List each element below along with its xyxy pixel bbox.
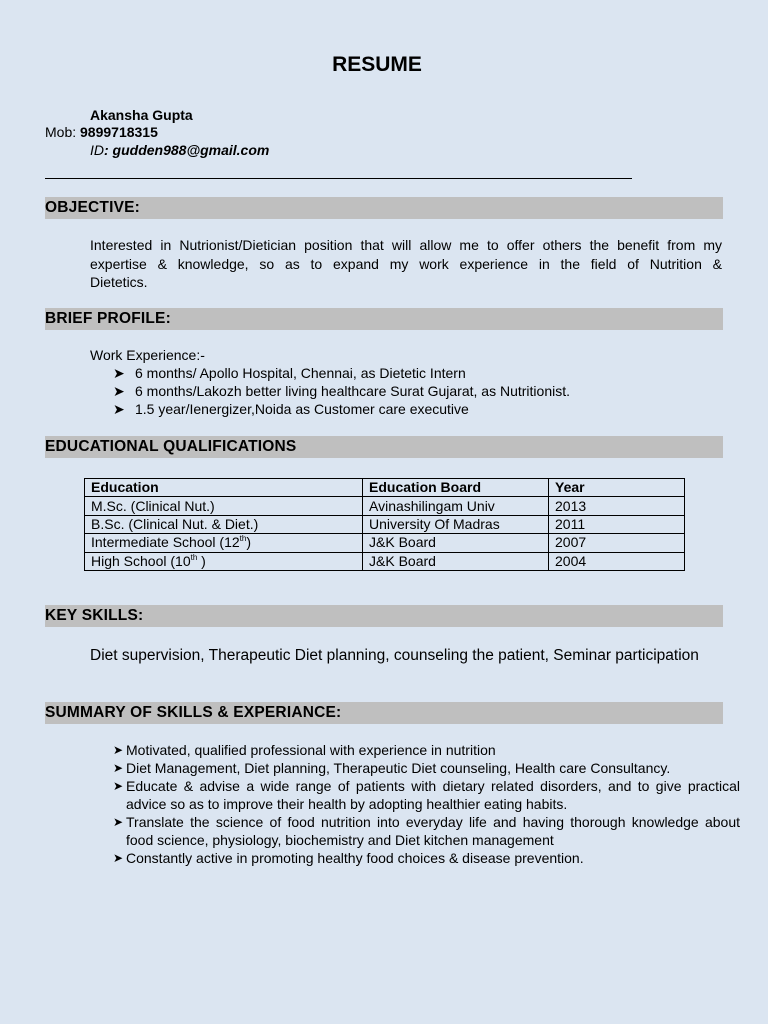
cell-education: B.Sc. (Clinical Nut. & Diet.) [85, 515, 363, 533]
objective-line-2: expertise & knowledge, so as to expand my work experience in the field of Nutrition & [90, 255, 722, 272]
mobile-line [45, 124, 158, 140]
email-label: ID [90, 142, 104, 158]
cell-board: J&K Board [363, 534, 549, 552]
cell-education [85, 552, 363, 570]
cell-education-tail: ) [246, 534, 251, 551]
list-item [113, 813, 740, 849]
list-item [113, 777, 740, 813]
work-experience-list [113, 364, 570, 418]
ordinal-suffix: th [190, 552, 198, 562]
table-row [85, 552, 685, 570]
list-item [113, 400, 570, 418]
page-title: RESUME [332, 53, 422, 76]
header-divider [45, 178, 632, 179]
arrow-bullet-icon: ➤ [113, 815, 124, 829]
key-skills-heading: KEY SKILLS: [45, 605, 723, 627]
table-header-row [85, 479, 685, 497]
list-item-text: Educate & advise a wide range of patients with dietary related disorders, and to give practical advice so as to improve their health by adopting healthier eating habits. [126, 778, 740, 812]
list-item [113, 741, 740, 759]
mobile-number: 9899718315 [80, 124, 158, 140]
list-item [113, 849, 740, 867]
list-item-text: Translate the science of food nutrition into everyday life and having thorough knowledge about food science, physiology, biochemistry and Diet kitchen management [126, 814, 740, 848]
table-row [85, 534, 685, 552]
table-row [85, 515, 685, 533]
work-experience-label: Work Experience:- [90, 347, 205, 363]
arrow-bullet-icon: ➤ [113, 779, 124, 793]
education-table [84, 478, 685, 571]
list-item-text: 6 months/ Apollo Hospital, Chennai, as Dietetic Intern [135, 365, 466, 381]
cell-year: 2004 [549, 552, 685, 570]
email-line [90, 142, 269, 158]
cell-year: 2013 [549, 497, 685, 515]
arrow-bullet-icon: ➤ [113, 761, 124, 775]
arrow-bullet-icon: ➤ [113, 365, 125, 381]
arrow-bullet-icon: ➤ [113, 401, 125, 417]
objective-heading: OBJECTIVE: [45, 197, 723, 219]
cell-board: J&K Board [363, 552, 549, 570]
cell-education-text: High School (10 [91, 552, 191, 569]
education-heading: EDUCATIONAL QUALIFICATIONS [45, 436, 723, 458]
cell-education: M.Sc. (Clinical Nut.) [85, 497, 363, 515]
table-row [85, 497, 685, 515]
cell-board: Avinashilingam Univ [363, 497, 549, 515]
objective-text [90, 236, 722, 292]
arrow-bullet-icon: ➤ [113, 383, 125, 399]
objective-line-3: Dietetics. [90, 274, 148, 290]
ordinal-suffix: th [239, 534, 247, 544]
summary-heading: SUMMARY OF SKILLS & EXPERIANCE: [45, 702, 723, 724]
key-skills-text: Diet supervision, Therapeutic Diet planning, counseling the patient, Seminar participation [90, 647, 699, 664]
column-header-education: Education [85, 479, 363, 497]
list-item [113, 382, 570, 400]
arrow-bullet-icon: ➤ [113, 851, 124, 865]
arrow-bullet-icon: ➤ [113, 743, 124, 757]
list-item-text: Motivated, qualified professional with experience in nutrition [126, 742, 496, 758]
list-item-text: 6 months/Lakozh better living healthcare Surat Gujarat, as Nutritionist. [135, 383, 570, 399]
mobile-label: Mob: [45, 124, 81, 140]
column-header-year: Year [549, 479, 685, 497]
cell-education-text: Intermediate School (12 [91, 534, 240, 551]
candidate-name: Akansha Gupta [90, 107, 193, 123]
cell-year: 2007 [549, 534, 685, 552]
column-header-board: Education Board [363, 479, 549, 497]
summary-list [113, 741, 740, 867]
objective-line-1: Interested in Nutrionist/Dietician position that will allow me to offer others the benefit from my [90, 237, 722, 253]
cell-year: 2011 [549, 515, 685, 533]
list-item-text: Diet Management, Diet planning, Therapeutic Diet counseling, Health care Consultancy. [126, 760, 671, 776]
list-item-text: 1.5 year/Ienergizer,Noida as Customer care executive [135, 401, 469, 417]
email-address: : gudden988@gmail.com [104, 142, 270, 158]
cell-education [85, 534, 363, 552]
cell-education-tail: ) [197, 552, 206, 569]
cell-board: University Of Madras [363, 515, 549, 533]
list-item-text: Constantly active in promoting healthy food choices & disease prevention. [126, 850, 584, 866]
list-item [113, 759, 740, 777]
list-item [113, 364, 570, 382]
brief-profile-heading: BRIEF PROFILE: [45, 308, 723, 330]
